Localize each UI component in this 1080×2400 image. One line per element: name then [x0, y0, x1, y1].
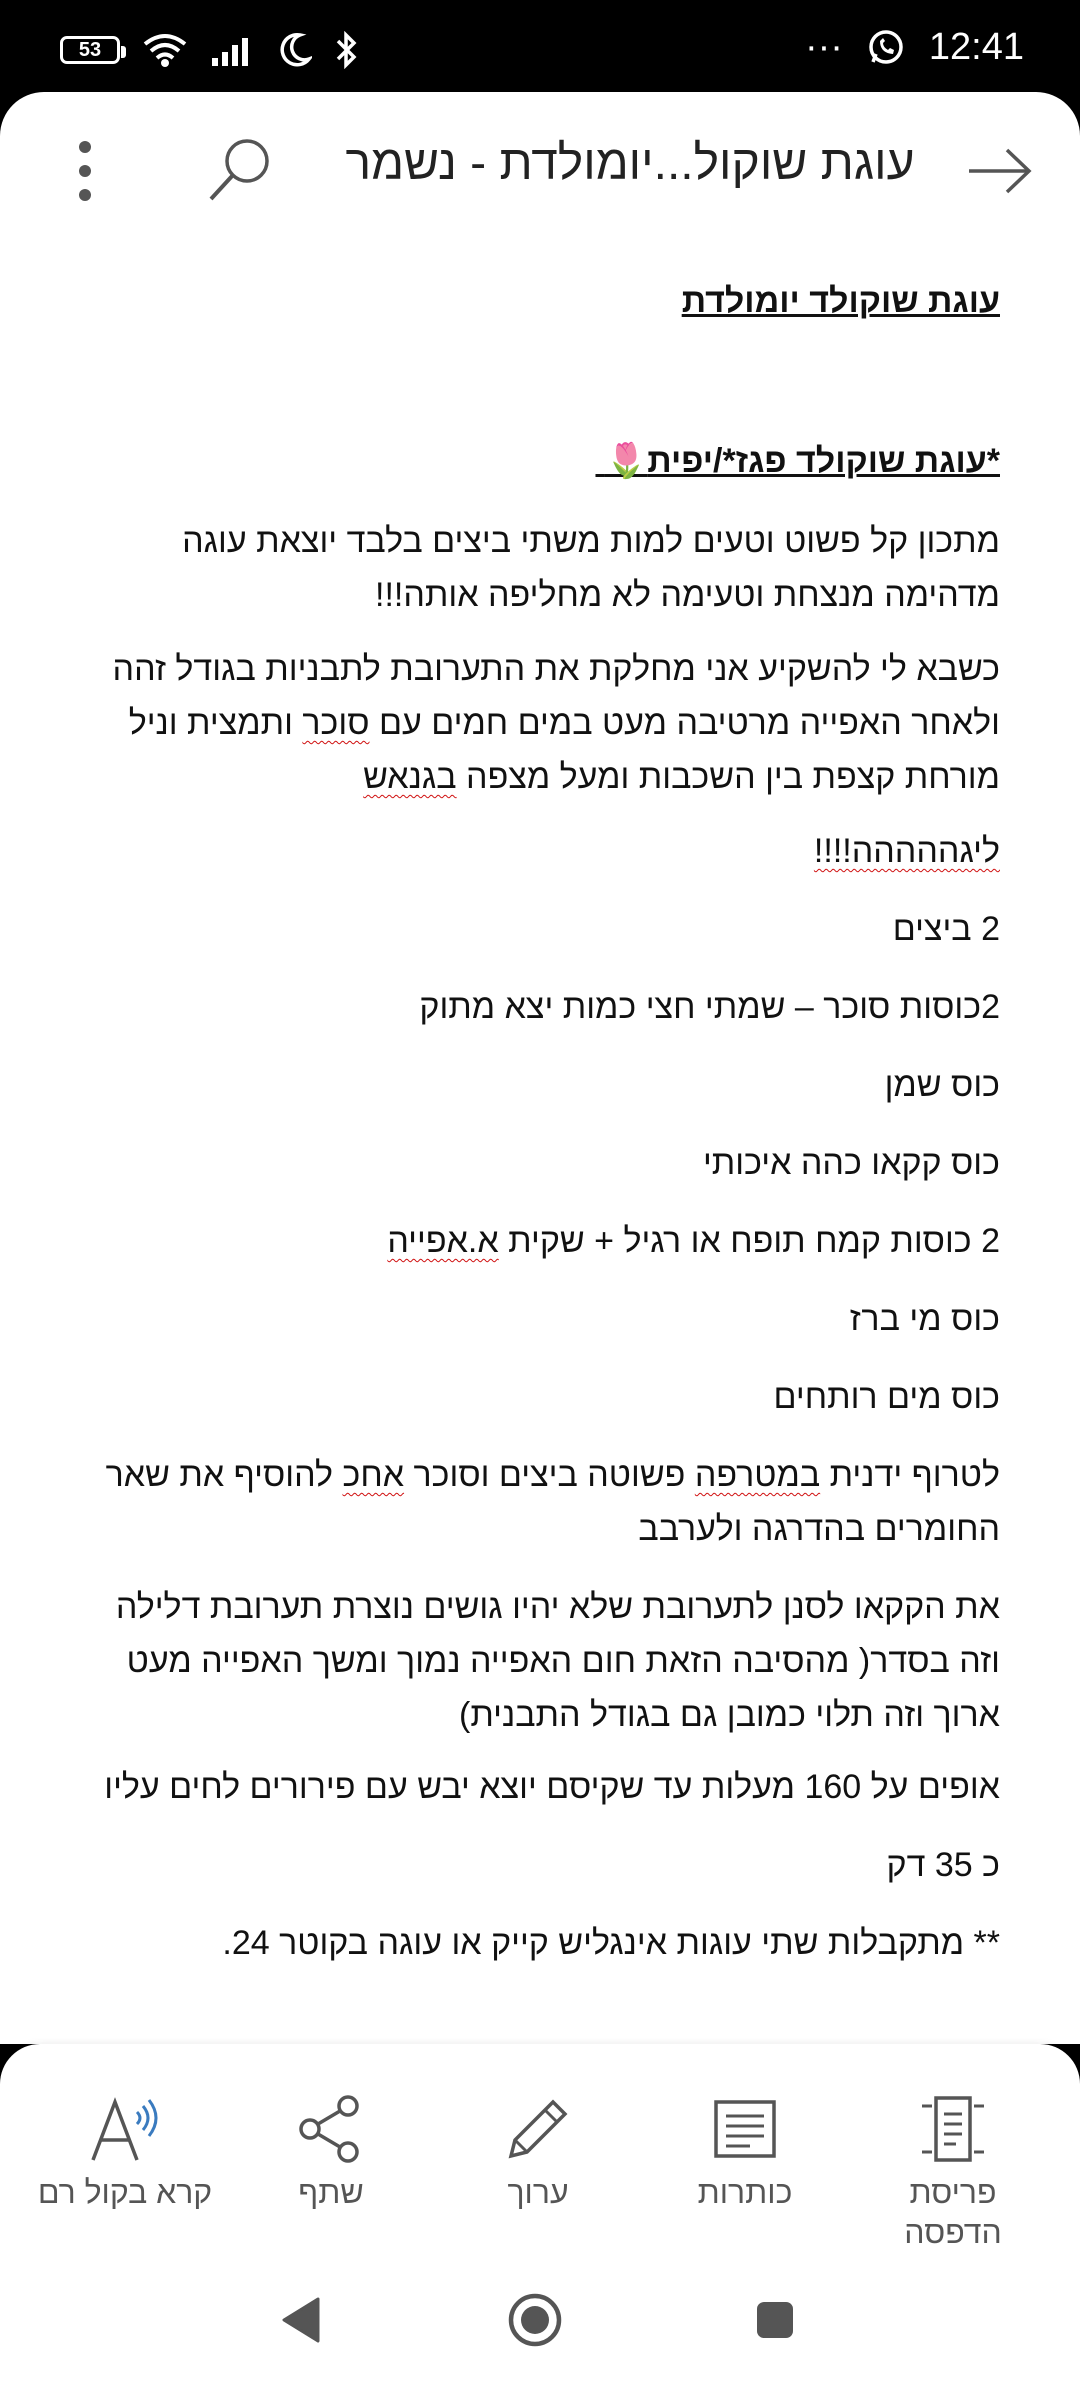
doc-paragraph-intro-1: [80, 514, 1000, 622]
moon-icon: [278, 32, 312, 68]
ingredient-line-6: [80, 1292, 1000, 1346]
ingredient-line-1: [80, 902, 1000, 956]
bluetooth-icon: [334, 31, 360, 69]
time-line: [80, 1838, 1000, 1892]
back-button[interactable]: [960, 136, 1040, 206]
read-aloud-label: קרא בקול רם: [37, 2174, 213, 2210]
clock: 12:41: [928, 26, 1024, 68]
method-part: פשוטה ביצים וסוכר: [404, 1456, 695, 1494]
system-nav-bar: [0, 2270, 1080, 2400]
ingredient-item: 2כוסות סוכר – שמתי חצי כמות יצא מתוק: [419, 988, 1000, 1026]
time-text: כ 35 דק: [886, 1846, 1000, 1884]
nav-home-button[interactable]: [505, 2290, 565, 2350]
misspelled-word: בגנאש: [363, 758, 457, 796]
ingredient-line-7: [80, 1370, 1000, 1424]
doc-exclaim-block: [80, 824, 1000, 878]
pencil-icon: [503, 2094, 573, 2164]
note-text: ** מתקבלות שתי עוגות אינגליש קייק או עוגה בקוטר 24.: [222, 1924, 1000, 1962]
headings-icon: [710, 2094, 780, 2164]
ingredient-line-4: [80, 1136, 1000, 1190]
method-paragraph-1: [80, 1448, 1000, 1556]
ingredient-item: 2 ביצים: [892, 910, 1000, 948]
more-notifications-icon: ···: [804, 26, 843, 68]
edit-button[interactable]: [443, 2094, 633, 2212]
status-bar: [0, 0, 1080, 92]
nav-recents-button[interactable]: [745, 2290, 805, 2350]
circle-home-icon: [507, 2292, 563, 2348]
doc-subheading-block: [80, 434, 1000, 488]
subheading-text: *עוגת שוקולד פגז*/יפית: [647, 442, 1000, 480]
misspelled-word: אחכ: [342, 1456, 405, 1494]
method-text: [80, 1448, 1000, 1556]
more-vertical-icon: [75, 139, 95, 203]
app-bar: [0, 92, 1080, 244]
print-layout-label: פריסת הדפסה: [904, 2174, 1002, 2250]
ingredient-item: [80, 1214, 1000, 1268]
read-aloud-button[interactable]: [30, 2094, 220, 2212]
whatsapp-icon: [867, 29, 905, 67]
share-button[interactable]: [236, 2094, 426, 2212]
share-label: שתף: [298, 2174, 364, 2210]
headings-button[interactable]: [650, 2094, 840, 2212]
intro-paragraph: מתכון קל פשוט וטעים למות משתי ביצים בלבד יוצאת עוגה מדהימה מנצחת וטעימה לא מחליפה אותה!!!: [182, 522, 1000, 614]
bake-line: [80, 1760, 1000, 1814]
bottom-toolbar: [0, 2044, 1080, 2270]
print-layout-button[interactable]: [858, 2094, 1048, 2252]
read-aloud-icon: [85, 2094, 165, 2164]
doc-paragraph-intro-2: [80, 642, 1000, 804]
intro-2-part-a: כשבא לי להשקיע אני מחלקת את התערובת לתבניות בגודל זהה ולאחר האפייה מרטיבה מעט במים חמים עם: [112, 650, 1000, 742]
more-options-button[interactable]: [55, 136, 115, 206]
edit-label: ערוך: [507, 2174, 569, 2210]
tulip-emoji: 🌷: [604, 442, 648, 480]
document-title: עוגת שוקול...יומולדת - נשמר: [345, 137, 915, 190]
note-line: [80, 1916, 1000, 1970]
wifi-icon: [142, 32, 188, 68]
method-text: את הקקאו לסנן לתערובת שלא יהיו גושים נוצרת תערובת דלילה וזה בסדר( מהסיבה הזאת חום האפייה נמוך ומשך האפייה מעט ארוך וזה תלוי כמובן גם בגודל התבנית): [115, 1588, 1000, 1734]
method-part: לטרוף ידנית: [820, 1456, 1000, 1494]
ingredient-item: כוס מי ברז: [849, 1300, 1000, 1338]
search-button[interactable]: [200, 130, 280, 210]
method-paragraph-2: [80, 1580, 1000, 1742]
misspelled-word: במטרפה: [694, 1456, 821, 1494]
misspelled-word: א.אפייה: [387, 1222, 499, 1260]
method-part: להוסיף את שאר החומרים בהדרגה ולערבב: [105, 1456, 1000, 1548]
arrow-right-icon: [965, 146, 1035, 196]
document-body[interactable]: [0, 244, 1080, 2044]
bake-text: אופים על 160 מעלות עד שקיסם יוצא יבש עם פירורים לחים עליו: [104, 1768, 1000, 1806]
ingredient-line-2: [80, 980, 1000, 1034]
ingredient-item: כוס קקאו כהה איכותי: [702, 1144, 1000, 1182]
doc-heading-block: [80, 274, 1000, 328]
ingredient-item: כוס שמן: [884, 1066, 1000, 1104]
ingredient-line-3: [80, 1058, 1000, 1112]
nav-back-button[interactable]: [270, 2290, 330, 2350]
headings-label: כותרות: [697, 2174, 793, 2210]
square-recents-icon: [753, 2298, 797, 2342]
battery-level: 53: [78, 38, 102, 61]
intro-paragraph-2: [80, 642, 1000, 804]
search-icon: [205, 135, 275, 205]
triangle-back-icon: [278, 2295, 322, 2345]
signal-icon: [210, 32, 256, 68]
ingredient-item: כוס מים רותחים: [773, 1378, 1000, 1416]
doc-heading: עוגת שוקולד יומולדת: [681, 282, 1000, 320]
flour-text: 2 כוסות קמח תופח או רגיל + שקית: [498, 1222, 1000, 1260]
ingredient-line-5: [80, 1214, 1000, 1268]
battery-icon: [60, 36, 120, 64]
print-layout-icon: [918, 2094, 988, 2164]
misspelled-word: סוכר: [302, 704, 370, 742]
doc-subheading: [80, 434, 1000, 488]
share-icon: [296, 2094, 366, 2164]
intro-2-part-b: ותמצית וניל מורחת קצפת בין השכבות ומעל מצפה: [128, 704, 1000, 796]
exclaim-line: ליגההההה!!!!: [813, 832, 1000, 870]
